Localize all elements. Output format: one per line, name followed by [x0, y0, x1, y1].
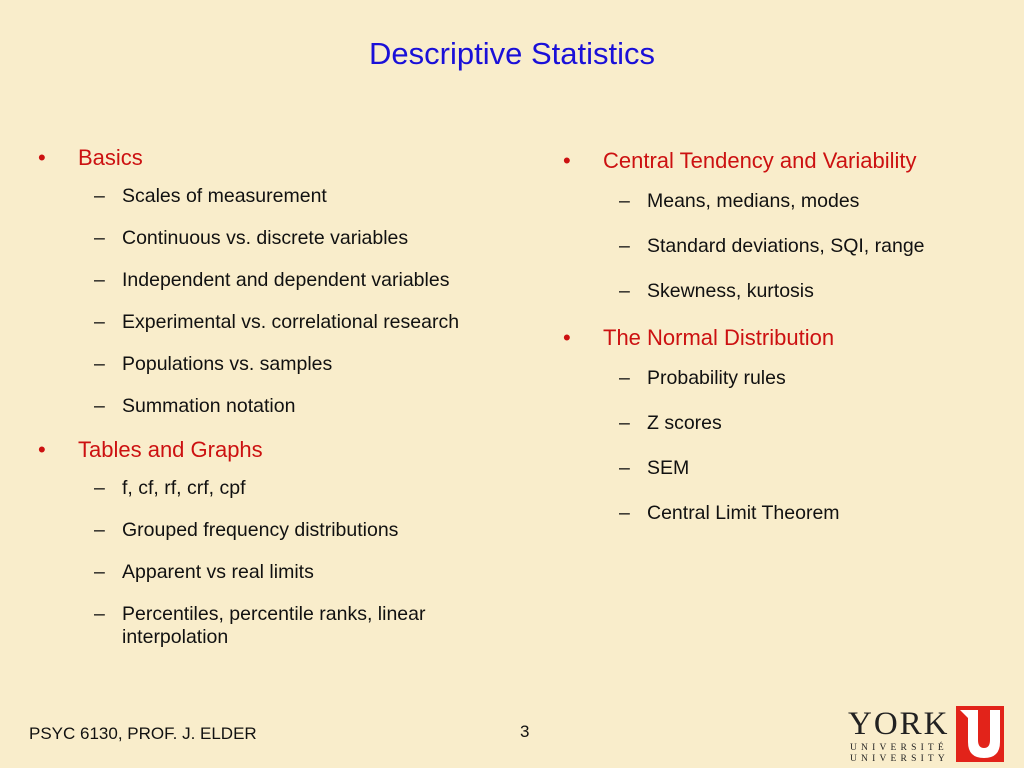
list-item-text: Grouped frequency distributions	[122, 519, 399, 541]
dash-glyph: –	[619, 190, 630, 212]
list-item	[38, 561, 528, 584]
dash-glyph: –	[94, 185, 105, 207]
list-item-text: Means, medians, modes	[647, 190, 860, 212]
list-item-text: Percentiles, percentile ranks, linear interpolation	[122, 603, 426, 648]
dash-glyph: –	[94, 561, 105, 583]
logo-wordmark: YORK	[848, 706, 950, 742]
list-item-text: Skewness, kurtosis	[647, 280, 814, 302]
logo-line-english: UNIVERSITY	[850, 754, 949, 764]
dash-glyph: –	[619, 502, 630, 524]
list-item-text: Experimental vs. correlational research	[122, 311, 460, 333]
bullet-glyph: •	[563, 148, 571, 173]
right-column	[563, 148, 1013, 547]
list-item	[563, 280, 1013, 303]
list-item-text: Probability rules	[647, 367, 786, 389]
dash-glyph: –	[94, 353, 105, 375]
list-item-text: Central Limit Theorem	[647, 502, 840, 524]
list-item	[38, 185, 528, 208]
list-item	[563, 412, 1013, 435]
list-item-text: Continuous vs. discrete variables	[122, 227, 409, 249]
dash-glyph: –	[94, 519, 105, 541]
list-item-text: Summation notation	[122, 395, 296, 417]
dash-glyph: –	[619, 367, 630, 389]
dash-glyph: –	[94, 269, 105, 291]
bullet-label: Central Tendency and Variability	[603, 148, 917, 173]
list-item	[563, 457, 1013, 480]
list-item-text: Z scores	[647, 412, 722, 434]
bullet-glyph: •	[38, 437, 46, 462]
list-item-text: Independent and dependent variables	[122, 269, 450, 291]
bullet-label: The Normal Distribution	[603, 325, 835, 350]
list-item	[38, 269, 528, 292]
list-item	[38, 395, 528, 418]
bullet-central-tendency	[563, 148, 1013, 174]
dash-glyph: –	[94, 477, 105, 499]
dash-glyph: –	[619, 235, 630, 257]
list-item	[38, 477, 528, 500]
york-university-logo	[848, 706, 1008, 762]
list-item-text: Standard deviations, SQI, range	[647, 235, 925, 257]
list-item	[563, 367, 1013, 390]
dash-glyph: –	[619, 457, 630, 479]
dash-glyph: –	[94, 603, 105, 625]
dash-glyph: –	[94, 227, 105, 249]
list-item	[38, 519, 528, 542]
list-item-text: f, cf, rf, crf, cpf	[122, 477, 246, 499]
dash-glyph: –	[619, 412, 630, 434]
list-item	[38, 353, 528, 376]
list-item	[563, 235, 1013, 258]
list-item	[38, 603, 482, 649]
footer-course: PSYC 6130, PROF. J. ELDER	[29, 724, 257, 743]
bullet-label: Basics	[78, 145, 143, 170]
slide-title: Descriptive Statistics	[369, 36, 655, 71]
list-item	[38, 311, 528, 334]
left-column	[38, 145, 528, 668]
page-number: 3	[520, 722, 530, 741]
bullet-glyph: •	[38, 145, 46, 170]
bullet-label: Tables and Graphs	[78, 437, 263, 462]
bullet-normal-distribution	[563, 325, 1013, 351]
bullet-basics	[38, 145, 528, 171]
list-item	[563, 190, 1013, 213]
york-u-logo-icon	[956, 706, 1004, 762]
bullet-tables-and-graphs	[38, 437, 528, 463]
list-item	[563, 502, 1013, 525]
bullet-glyph: •	[563, 325, 571, 350]
logo-line-french: UNIVERSITÉ	[850, 743, 948, 753]
list-item	[38, 227, 528, 250]
list-item-text: Apparent vs real limits	[122, 561, 314, 583]
dash-glyph: –	[94, 395, 105, 417]
list-item-text: Scales of measurement	[122, 185, 327, 207]
list-item-text: Populations vs. samples	[122, 353, 333, 375]
dash-glyph: –	[619, 280, 630, 302]
list-item-text: SEM	[647, 457, 690, 479]
dash-glyph: –	[94, 311, 105, 333]
